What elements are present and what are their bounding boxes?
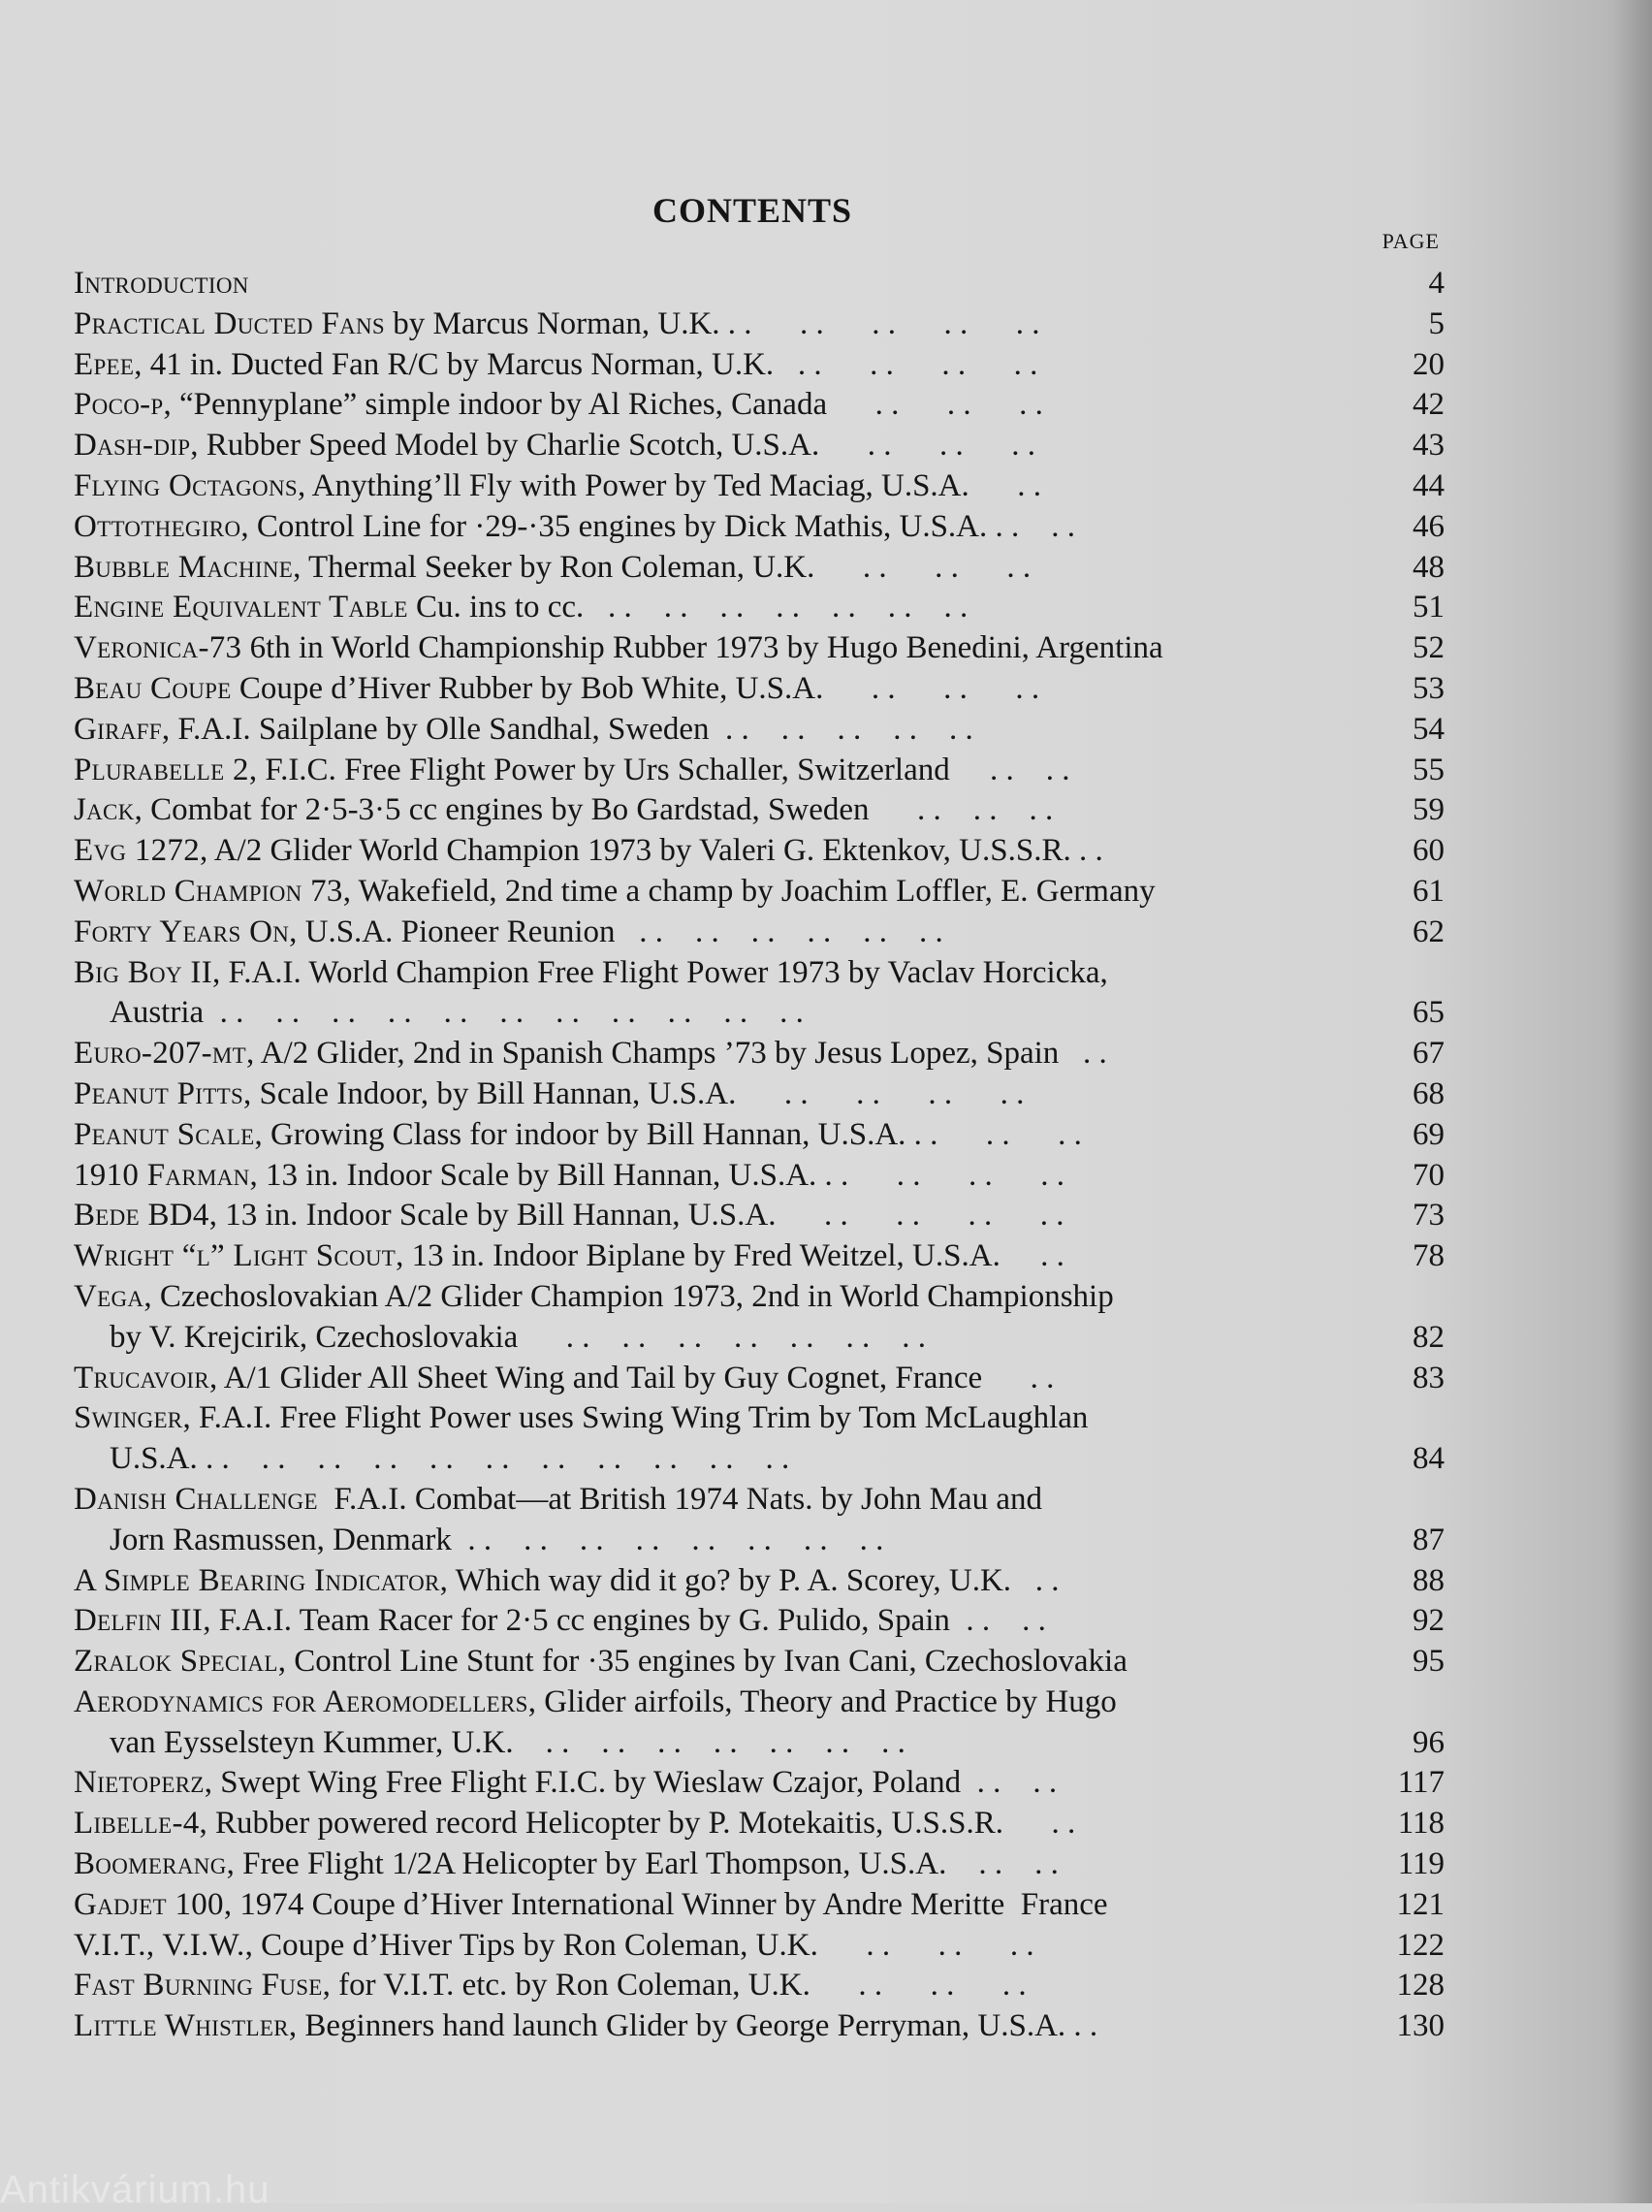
contents-list xyxy=(74,264,1450,2047)
contents-entry xyxy=(74,1926,1450,1967)
entry-title: Boomerang xyxy=(74,1846,227,1882)
contents-entry xyxy=(74,1196,1450,1236)
contents-entry xyxy=(74,1804,1450,1844)
contents-entry xyxy=(74,953,1450,1035)
entry-page-number: 61 xyxy=(1413,873,1445,909)
entry-description: , 1974 Coupe d’Hiver International Winner by Andre Meritte France xyxy=(223,1886,1108,1922)
entry-continuation: Austria . . . . . . . . . . . . . . . . . . . . . . xyxy=(110,995,804,1031)
entry-page-number: 4 xyxy=(1428,266,1445,301)
entry-description: Cu. ins to cc. . . . . . . . . . . . . . . xyxy=(407,590,969,625)
entry-first-line xyxy=(74,669,1353,710)
entry-page-number: 84 xyxy=(1413,1441,1445,1477)
entry-page-number: 51 xyxy=(1413,590,1445,625)
entry-first-line xyxy=(74,1034,1353,1074)
entry-title: V.I.T., V.I.W. xyxy=(74,1927,245,1963)
entry-description: , Glider airfoils, Theory and Practice by Hugo xyxy=(527,1683,1117,1719)
entry-title: Epee xyxy=(74,346,135,382)
entry-title: Nietoperz xyxy=(74,1765,205,1801)
entry-page-number: 48 xyxy=(1413,549,1445,585)
contents-entry xyxy=(74,466,1450,507)
contents-entry xyxy=(74,345,1450,386)
entry-page-number: 117 xyxy=(1397,1765,1445,1801)
entry-first-line xyxy=(74,872,1353,913)
entry-page-number: 82 xyxy=(1413,1319,1445,1355)
entry-first-line xyxy=(74,345,1353,386)
entry-title: Fast Burning Fuse xyxy=(74,1968,323,2004)
entry-page-number: 20 xyxy=(1413,346,1445,382)
entry-title: Euro-207-mt xyxy=(74,1036,246,1072)
entry-description: , A/2 Glider, 2nd in Spanish Champs ’73 by Jesus Lopez, Spain . . xyxy=(246,1036,1107,1072)
entry-title: Giraff xyxy=(74,711,162,747)
entry-page-number: 95 xyxy=(1413,1644,1445,1680)
entry-first-line xyxy=(74,588,1353,628)
entry-description: , Which way did it go? by P. A. Scorey, U.K. . . xyxy=(439,1562,1060,1598)
entry-title: Introduction xyxy=(74,266,249,301)
entry-page-number: 60 xyxy=(1413,833,1445,869)
entry-title: Veronica-73 xyxy=(74,630,242,666)
entry-title: Engine Equivalent Table xyxy=(74,590,408,625)
entry-title: Peanut Pitts xyxy=(74,1075,244,1111)
entry-title: Swinger xyxy=(74,1400,183,1436)
entry-page-number: 78 xyxy=(1413,1238,1445,1274)
entry-first-line xyxy=(74,1277,1353,1318)
entry-first-line xyxy=(74,1196,1353,1236)
entry-title: Gadjet 100 xyxy=(74,1886,224,1922)
entry-first-line xyxy=(74,305,1353,345)
entry-title: Zralok Special xyxy=(74,1644,278,1680)
entry-description: , Control Line Stunt for ·35 engines by Ivan Cani, Czechoslovakia xyxy=(277,1644,1128,1680)
entry-title: Dash-dip xyxy=(74,428,191,464)
entry-description: , Czechoslovakian A/2 Glider Champion 1973, 2nd in World Championship xyxy=(143,1278,1114,1314)
contents-entry xyxy=(74,831,1450,872)
entry-page-number: 52 xyxy=(1413,630,1445,666)
entry-page-number: 130 xyxy=(1396,2008,1445,2044)
entry-description: , 41 in. Ducted Fan R/C by Marcus Norman, U.K. . . . . . . . . xyxy=(134,346,1038,382)
entry-first-line xyxy=(74,1885,1353,1926)
entry-description: Coupe d’Hiver Rubber by Bob White, U.S.A. . . . . . . xyxy=(231,670,1040,706)
entry-description: , F.I.C. Free Flight Power by Urs Schaller, Switzerland . . . . xyxy=(248,752,1070,787)
contents-entry xyxy=(74,1844,1450,1885)
contents-entry xyxy=(74,1115,1450,1156)
entry-description: , “Pennyplane” simple indoor by Al Riches, Canada . . . . . . xyxy=(163,387,1043,423)
contents-entry xyxy=(74,1601,1450,1642)
entry-title: Danish Challenge xyxy=(74,1481,318,1517)
entry-first-line xyxy=(74,426,1353,466)
entry-first-line xyxy=(74,751,1353,791)
entry-title: Beau Coupe xyxy=(74,670,232,706)
entry-description: , F.A.I. Free Flight Power uses Swing Wing Trim by Tom McLaughlan xyxy=(182,1400,1089,1436)
entry-first-line xyxy=(74,1844,1353,1885)
entry-first-line xyxy=(74,1804,1353,1844)
entry-first-line xyxy=(74,1926,1353,1967)
entry-title: Jack xyxy=(74,792,135,828)
entry-first-line xyxy=(74,1115,1353,1156)
entry-title: A Simple Bearing Indicator xyxy=(74,1562,440,1598)
entry-description: , 13 in. Indoor Scale by Bill Hannan, U.S.A. . . . . . . . . xyxy=(249,1157,1065,1193)
entry-first-line xyxy=(74,1398,1353,1439)
contents-entry xyxy=(74,913,1450,953)
entry-title: Trucavoir xyxy=(74,1360,210,1395)
contents-entry xyxy=(74,1156,1450,1197)
entry-description: , F.A.I. Team Racer for 2·5 cc engines by G. Pulido, Spain . . . . xyxy=(203,1603,1046,1639)
entry-description: , U.S.A. Pioneer Reunion . . . . . . . . . . . . xyxy=(289,914,943,949)
contents-entry xyxy=(74,790,1450,831)
entry-description: F.A.I. Combat—at British 1974 Nats. by John Mau and xyxy=(317,1481,1042,1517)
entry-page-number: 69 xyxy=(1413,1116,1445,1152)
entry-description: , A/1 Glider All Sheet Wing and Tail by Guy Cognet, France . . xyxy=(209,1360,1055,1395)
contents-entry xyxy=(74,1763,1450,1804)
entry-description: , A/2 Glider World Champion 1973 by Valeri G. Ektenkov, U.S.S.R. . . xyxy=(200,833,1103,869)
contents-entry xyxy=(74,1074,1450,1115)
entry-page-number: 128 xyxy=(1396,1968,1445,2004)
entry-title: Aerodynamics for Aeromodellers xyxy=(74,1683,528,1719)
entry-title: Evg 1272 xyxy=(74,833,201,869)
entry-title: Big Boy II xyxy=(74,954,212,990)
entry-title: Flying Octagons xyxy=(74,467,298,503)
entry-title: Delfin III xyxy=(74,1603,204,1639)
entry-title: Peanut Scale xyxy=(74,1116,255,1152)
entry-description: , Thermal Seeker by Ron Coleman, U.K. . . . . . . xyxy=(293,549,1032,585)
entry-title: Bubble Machine xyxy=(74,549,294,585)
entry-page-number: 121 xyxy=(1396,1886,1445,1922)
entry-first-line xyxy=(74,507,1353,548)
entry-first-line xyxy=(74,1966,1353,2006)
entry-page-number: 59 xyxy=(1413,792,1445,828)
entry-page-number: 62 xyxy=(1413,914,1445,949)
contents-entry xyxy=(74,872,1450,913)
entry-page-number: 122 xyxy=(1396,1927,1445,1963)
entry-first-line xyxy=(74,264,1353,305)
entry-first-line xyxy=(74,466,1353,507)
entry-continuation: Jorn Rasmussen, Denmark . . . . . . . . . . . . . . . . xyxy=(110,1522,884,1557)
contents-entry xyxy=(74,264,1450,305)
entry-first-line xyxy=(74,1561,1353,1602)
entry-description: , Free Flight 1/2A Helicopter by Earl Thompson, U.S.A. . . . . xyxy=(226,1846,1059,1882)
entry-first-line xyxy=(74,953,1353,994)
contents-entry xyxy=(74,305,1450,345)
entry-description: , Scale Indoor, by Bill Hannan, U.S.A. . . . . . . . . xyxy=(243,1075,1025,1111)
entry-description: , Swept Wing Free Flight F.I.C. by Wieslaw Czajor, Poland . . . . xyxy=(204,1765,1058,1801)
entry-description: , Beginners hand launch Glider by George Perryman, U.S.A. . . xyxy=(288,2008,1098,2044)
page-title: CONTENTS xyxy=(651,191,853,230)
entry-first-line xyxy=(74,1359,1353,1399)
contents-entry xyxy=(74,1642,1450,1683)
entry-continuation: by V. Krejcirik, Czechoslovakia . . . . . . . . . . . . . . xyxy=(110,1319,927,1355)
entry-title: Vega xyxy=(74,1278,144,1314)
entry-page-number: 83 xyxy=(1413,1360,1445,1395)
contents-entry xyxy=(74,1034,1450,1074)
contents-entry xyxy=(74,548,1450,589)
entry-description: , Anything’ll Fly with Power by Ted Maciag, U.S.A. . . xyxy=(297,467,1042,503)
entry-first-line xyxy=(74,913,1353,953)
entry-title: Little Whistler xyxy=(74,2008,289,2044)
contents-entry xyxy=(74,385,1450,426)
contents-entry xyxy=(74,1236,1450,1277)
entry-title: Poco-p xyxy=(74,387,164,423)
entry-page-number: 73 xyxy=(1413,1198,1445,1234)
page-column-label: PAGE xyxy=(1382,229,1440,253)
entry-first-line xyxy=(74,628,1353,669)
entry-title: Forty Years On xyxy=(74,914,290,949)
entry-page-number: 54 xyxy=(1413,711,1445,747)
entry-continuation: U.S.A. . . . . . . . . . . . . . . . . . . . . . . xyxy=(110,1441,790,1477)
entry-page-number: 65 xyxy=(1413,995,1445,1031)
contents-entry xyxy=(74,2006,1450,2047)
entry-description: , Wakefield, 2nd time a champ by Joachim Loffler, E. Germany xyxy=(342,873,1156,909)
entry-page-number: 42 xyxy=(1413,387,1445,423)
entry-title: Practical Ducted Fans xyxy=(74,305,386,341)
entry-continuation: van Eysselsteyn Kummer, U.K. . . . . . . . . . . . . . . xyxy=(110,1724,905,1760)
entry-description: , 13 in. Indoor Biplane by Fred Weitzel, U.S.A. . . xyxy=(396,1238,1064,1274)
contents-entry xyxy=(74,426,1450,466)
contents-entry xyxy=(74,1359,1450,1399)
entry-title: Libelle-4 xyxy=(74,1806,200,1842)
entry-description: , F.A.I. World Champion Free Flight Power 1973 by Vaclav Horcicka, xyxy=(212,954,1108,990)
entry-first-line xyxy=(74,1156,1353,1197)
entry-page-number: 44 xyxy=(1413,467,1445,503)
contents-entry xyxy=(74,628,1450,669)
entry-description: , 13 in. Indoor Scale by Bill Hannan, U.S.A. . . . . . . . . xyxy=(208,1198,1064,1234)
entry-first-line xyxy=(74,1763,1353,1804)
entry-page-number: 55 xyxy=(1413,752,1445,787)
entry-title: Plurabelle 2 xyxy=(74,752,249,787)
entry-description: , Rubber Speed Model by Charlie Scotch, U.S.A. . . . . . . xyxy=(190,428,1035,464)
entry-description: by Marcus Norman, U.K. . . . . . . . . . . xyxy=(385,305,1040,341)
contents-entry xyxy=(74,1966,1450,2006)
entry-page-number: 53 xyxy=(1413,670,1445,706)
contents-entry xyxy=(74,669,1450,710)
entry-page-number: 67 xyxy=(1413,1036,1445,1072)
entry-first-line xyxy=(74,385,1353,426)
entry-page-number: 5 xyxy=(1428,305,1445,341)
contents-entry xyxy=(74,1561,1450,1602)
entry-first-line xyxy=(74,790,1353,831)
entry-page-number: 88 xyxy=(1413,1562,1445,1598)
watermark-text: Antikvárium.hu xyxy=(0,2168,270,2211)
entry-first-line xyxy=(74,1642,1353,1683)
entry-description: , F.A.I. Sailplane by Olle Sandhal, Sweden . . . . . . . . . . xyxy=(161,711,973,747)
entry-first-line xyxy=(74,1683,1353,1723)
contents-entry xyxy=(74,1683,1450,1764)
contents-entry xyxy=(74,1398,1450,1480)
entry-first-line xyxy=(74,1480,1353,1521)
contents-entry xyxy=(74,1885,1450,1926)
entry-description: , Control Line for ·29-·35 engines by Dick Mathis, U.S.A. . . . . xyxy=(240,508,1076,544)
entry-page-number: 68 xyxy=(1413,1075,1445,1111)
entry-title: World Champion 73 xyxy=(74,873,343,909)
entry-title: Wright “l” Light Scout xyxy=(74,1238,397,1274)
entry-first-line xyxy=(74,710,1353,751)
entry-page-number: 46 xyxy=(1413,508,1445,544)
entry-page-number: 70 xyxy=(1413,1157,1445,1193)
entry-description: 6th in World Championship Rubber 1973 by Hugo Benedini, Argentina xyxy=(241,630,1163,666)
entry-page-number: 119 xyxy=(1397,1846,1445,1882)
entry-description: , Combat for 2·5-3·5 cc engines by Bo Gardstad, Sweden . . . . . . xyxy=(134,792,1054,828)
entry-description: , Rubber powered record Helicopter by P. Motekaitis, U.S.S.R. . . xyxy=(199,1806,1076,1842)
entry-page-number: 92 xyxy=(1413,1603,1445,1639)
entry-first-line xyxy=(74,1074,1353,1115)
entry-description: , for V.I.T. etc. by Ron Coleman, U.K. . . . . . . xyxy=(322,1968,1027,2004)
contents-entry xyxy=(74,588,1450,628)
entry-description: , Coupe d’Hiver Tips by Ron Coleman, U.K. . . . . . . xyxy=(244,1927,1034,1963)
entry-first-line xyxy=(74,1236,1353,1277)
entry-page-number: 118 xyxy=(1397,1806,1445,1842)
entry-description: , Growing Class for indoor by Bill Hannan, U.S.A. . . . . . . xyxy=(254,1116,1082,1152)
entry-title: 1910 Farman xyxy=(74,1157,250,1193)
entry-first-line xyxy=(74,1601,1353,1642)
contents-entry xyxy=(74,751,1450,791)
entry-first-line xyxy=(74,548,1353,589)
entry-page-number: 87 xyxy=(1413,1522,1445,1557)
page-spine-shadow xyxy=(1613,0,1652,2203)
entry-first-line xyxy=(74,831,1353,872)
entry-title: Bede BD4 xyxy=(74,1198,209,1234)
entry-first-line xyxy=(74,2006,1353,2047)
entry-title: Ottothegiro xyxy=(74,508,241,544)
contents-entry xyxy=(74,1277,1450,1359)
contents-entry xyxy=(74,507,1450,548)
entry-page-number: 43 xyxy=(1413,428,1445,464)
entry-page-number: 96 xyxy=(1413,1724,1445,1760)
contents-entry xyxy=(74,1480,1450,1561)
contents-entry xyxy=(74,710,1450,751)
